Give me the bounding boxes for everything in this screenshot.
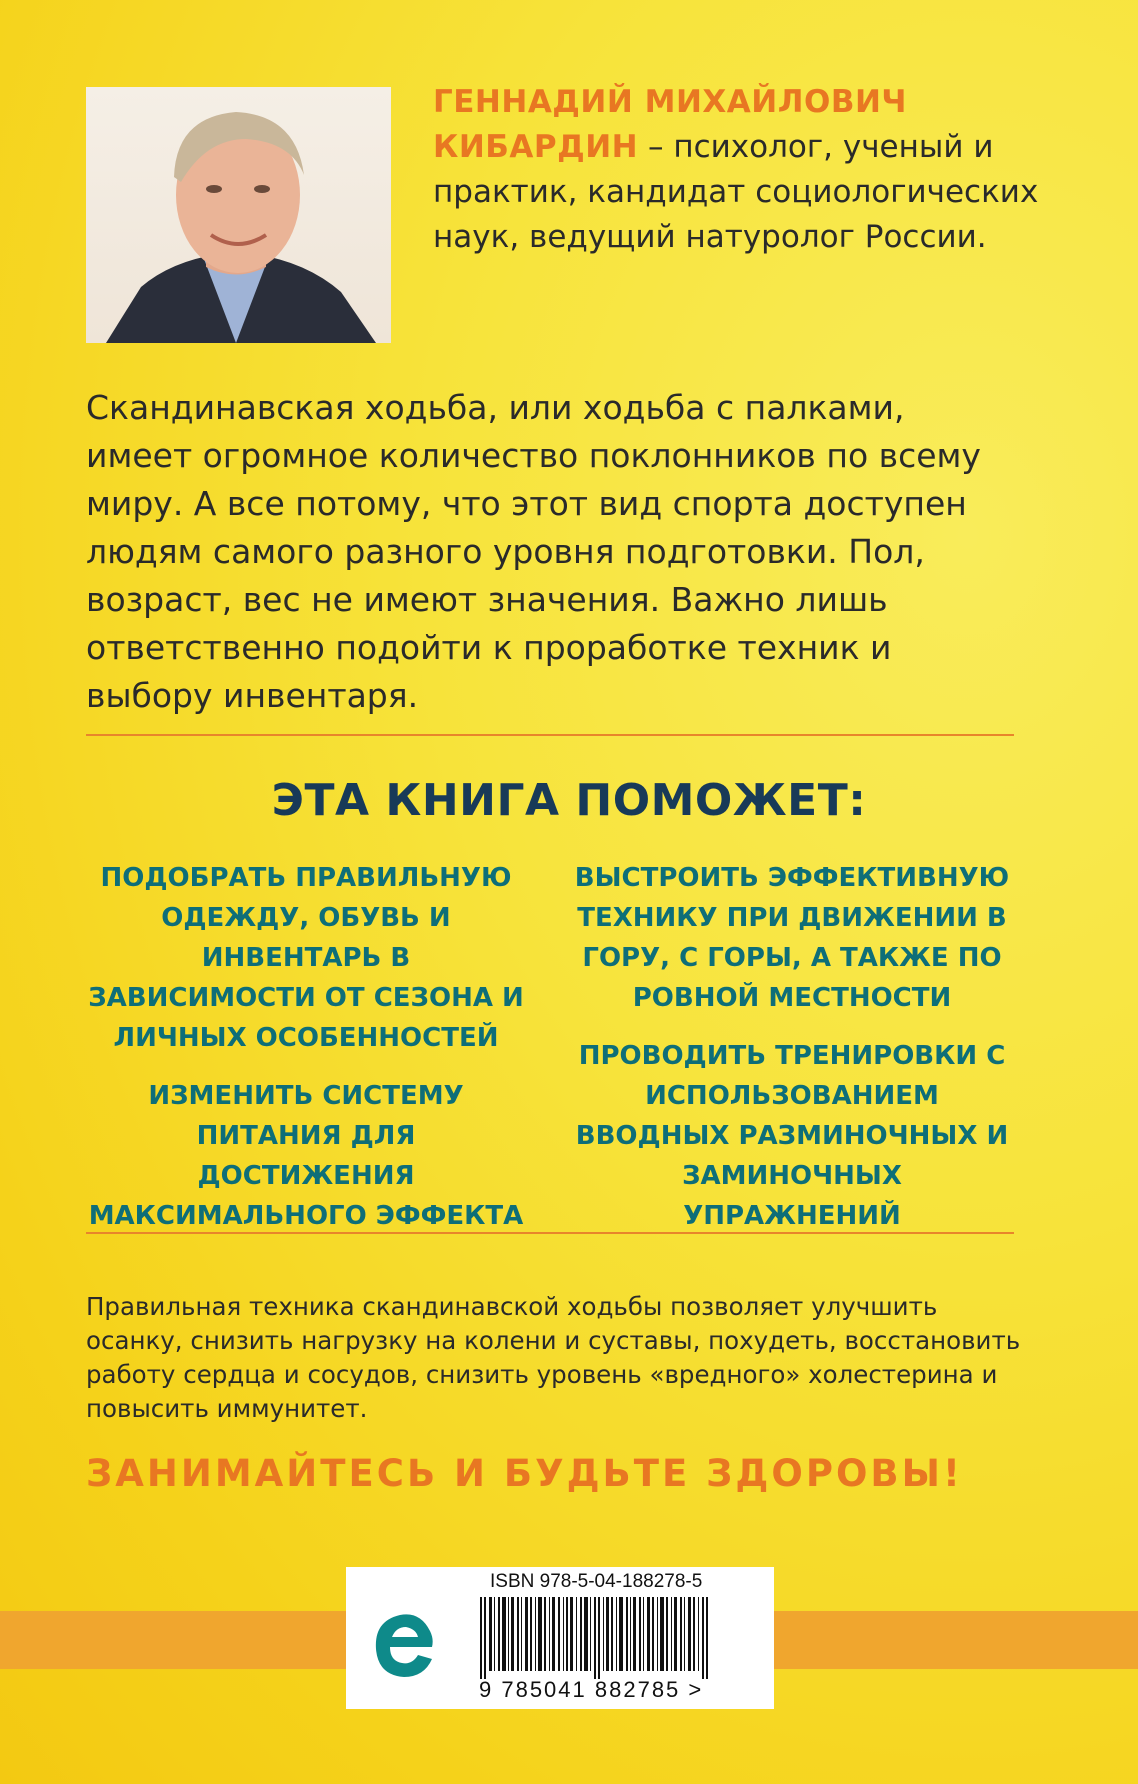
benefit-item: ПРОВОДИТЬ ТРЕНИРОВКИ С ИСПОЛЬЗОВАНИЕМ ВВОДНЫХ РАЗМИНОЧНЫХ И ЗАМИНОЧНЫХ УПРАЖНЕНИЙ [575,1041,1009,1231]
barcode-digits: 9 785041 882785 > [479,1677,704,1702]
benefit-item: ИЗМЕНИТЬ СИСТЕМУ ПИТАНИЯ ДЛЯ ДОСТИЖЕНИЯ МАКСИМАЛЬНОГО ЭФФЕКТА [88,1081,524,1231]
benefit-item: ВЫСТРОИТЬ ЭФФЕКТИВНУЮ ТЕХНИКУ ПРИ ДВИЖЕНИИ В ГОРУ, С ГОРЫ, А ТАКЖЕ ПО РОВНОЙ МЕСТНОСТИ [574,863,1010,1013]
helps-right-column [572,858,1012,1254]
barcode-panel [346,1567,774,1709]
divider-bottom [86,1232,1014,1234]
isbn-text: ISBN 978-5-04-188278-5 [490,1571,703,1592]
barcode-bars [480,1597,720,1679]
publisher-logo-icon [360,1601,450,1691]
author-bio [433,80,1053,260]
helps-left-column [86,858,526,1254]
outro-paragraph: Правильная техника скандинавской ходьбы позволяет улучшить осанку, снизить нагрузку на колени и суставы, похудеть, восстановить работу сердца и сосудов, снизить уровень «вредного» холестерина и повысить иммунитет. [86,1292,1021,1423]
slogan: ЗАНИМАЙТЕСЬ И БУДЬТЕ ЗДОРОВЫ! [86,1452,963,1495]
intro-paragraph: Скандинавская ходьба, или ходьба с палками, имеет огромное количество поклонников по всему миру. А все потому, что этот вид спорта доступен людям самого разного уровня подготовки. Пол, возраст, вес не имеют значения. Важно лишь ответственно подойти к проработке техник и выбору инвентаря. [86,388,981,715]
helps-title: ЭТА КНИГА ПОМОЖЕТ: [271,775,867,826]
author-description: – психолог, ученый и практик, кандидат социологических наук, ведущий натуролог России. [433,129,1039,255]
author-name: ГЕННАДИЙ МИХАЙЛОВИЧ КИБАРДИН [433,84,907,165]
author-photo [86,87,391,343]
divider-top [86,734,1014,736]
benefit-item: ПОДОБРАТЬ ПРАВИЛЬНУЮ ОДЕЖДУ, ОБУВЬ И ИНВЕНТАРЬ В ЗАВИСИМОСТИ ОТ СЕЗОНА И ЛИЧНЫХ ОСОБЕННОСТЕЙ [88,863,524,1053]
